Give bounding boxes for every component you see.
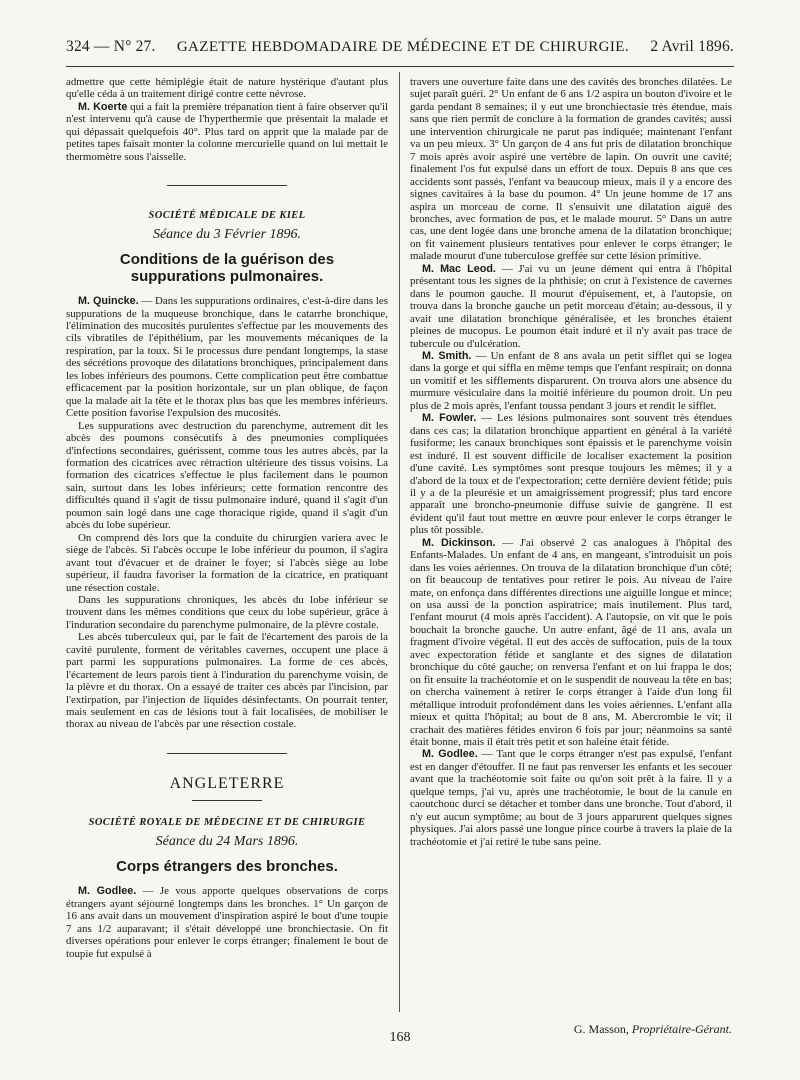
session-date: Séance du 24 Mars 1896. xyxy=(155,833,299,849)
speaker-text: — Les lésions pulmonaires sont souvent très étendues dans ces cas; la dilatation bronchique appartient en général à la variété fusiforme; les canaux bronchiques sont épaissis et le parenchyme voisin est induré. Il est souvent difficile de localiser exactement la position d'une cavité. Les symptômes sont presque toujours les mêmes; il y a d'abord de la toux et de l'expectoration; cette dernière devient fétide; puis il y a de la pleurésie et un amaigrissement progressif; plus tard encore apparaît une broncho-pneumonie diffuse suivie de gangrène. Il est évident qu'il faut tout mettre en œuvre pour enlever le corps étranger le plus tôt possible. xyxy=(410,412,732,537)
paragraph xyxy=(410,748,732,848)
paragraph xyxy=(410,350,732,412)
issue-date: 2 Avril 1896. xyxy=(650,38,734,55)
country-heading: ANGLETERRE xyxy=(169,774,285,792)
header-rule xyxy=(66,66,734,67)
section-divider xyxy=(167,185,287,186)
speaker-name: M. Godlee. xyxy=(78,885,137,898)
article-title: Conditions de la guérison des suppurations pulmonaires. xyxy=(119,251,335,286)
speaker-text: — Je vous apporte quelques observations de corps étrangers ayant séjourné longtemps dans les bronches. 1° Un garçon de 16 ans avait dans un mouvement d'inspiration aspiré le bout d'une toupie 7 ans 1/2 auparavant; il s'était développé une bronchiectasie. On fit diverses opérations pour enlever le corps étranger; finalement le bout de toupie fut expulsé à xyxy=(66,885,389,960)
speaker-name: M. Quincke. xyxy=(78,295,139,308)
paragraph xyxy=(66,885,388,960)
speaker-name: M. Godlee. xyxy=(422,748,478,761)
society-heading: SOCIÉTÉ MÉDICALE DE KIEL xyxy=(148,210,306,222)
session-date: Séance du 3 Février 1896. xyxy=(152,226,302,242)
paragraph: Les abcès tuberculeux qui, par le fait de l'écartement des parois de la cavité purulente, forment de véritables cavernes, occupent une place à part parmi les suppurations pulmonaires. La forme de ces abcès, l'écartement de leurs parois tient à l'induration du parenchyme voisin, de la plèvre et du thorax. On a essayé de traiter ces abcès par l'incision, par l'extirpation, par l'injection de liquides désinfectants. On pourrait tenter, mais seulement en cas de lésions tout à fait localisées, de mobiliser le thorax au niveau de l'abcès par une résection costale. xyxy=(66,631,388,731)
speaker-name: M. Fowler. xyxy=(422,412,477,425)
paragraph xyxy=(410,537,732,749)
speaker-text: — Dans les suppurations ordinaires, c'est-à-dire dans les suppurations de la muqueuse bronchique, dans le catarrhe bronchique, l'élimination des mucosités purulentes s'effectue par les mouvements des cils vibratiles de l'épithélium, par les mouvements mécaniques de la respiration, par la toux. Si le processus dure pendant longtemps, la stase des sécrétions provoque des dilatations bronchiques, principalement dans les lobes inférieurs des poumons. Cette complication peut être combattue efficacement par la position horizontale, sur un plan oblique, de façon que la malade ait la tête et le thorax plus bas que les membres inférieurs. Cette position favorise l'expulsion des mucosités. xyxy=(66,295,388,420)
running-header xyxy=(66,38,734,64)
publisher-name: G. Masson, xyxy=(573,1022,629,1036)
column-divider xyxy=(399,72,400,1012)
paragraph xyxy=(66,295,388,420)
speaker-name: M. Koerte xyxy=(78,100,128,113)
speaker-text: — J'ai observé 2 cas analogues à l'hôpital des Enfants-Malades. Un enfant de 4 ans, en mangeant, s'introduisit un pois dans les voies aériennes. On trouva de la dilatation bronchique d'un côté; on fit beaucoup de tentatives pour retirer le pois. Au niveau de l'aire mate, on enfonça dans différentes directions une aiguille longue et mince; on usa aussi de la ponction aspiratrice; mais inutilement. Plus tard, l'enfant mourut (4 mois après l'accident). A l'autopsie, on vit que le pois bouchait la bronche gauche. Un autre enfant, âgé de 11 ans, avala un fragment d'ivoire végétal. Il eut des accès de suffocation, puis de la toux avec expectoration fétide et sanglante et des signes de dilatation bronchique du côté gauche; on renversa l'enfant et on lui frappa le dos; on fit ensuite la trachéotomie et on le suspendit de nouveau la tête en bas; on chercha vainement à retirer le corps étranger à l'aide d'un long fil métallique introduit profondément dans les voies aériennes. L'enfant alla mieux et quitta l'hôpital; au bout de 8 ans, M. Abercrombie le vit; il crachait des matières fétides environ 6 fois par jour; néanmoins sa santé était bonne, mais il était très petit et son haleine était fétide. xyxy=(410,536,733,749)
journal-title: GAZETTE HEBDOMADAIRE DE MÉDECINE ET DE CHIRURGIE. xyxy=(176,39,630,55)
left-column xyxy=(66,76,388,960)
speaker-text: — Tant que le corps étranger n'est pas expulsé, l'enfant est en danger d'étouffer. Il ne faut pas renverser les enfants et les secouer avant que la trachéotomie soit faite ou qu'on soit prêt à la faire. Il y a quelque temps, j'ai vu, après une trachéotomie, le bout de la canule en caoutchouc durci se détacher et tomber dans une bronche. Tout d'abord, il n'y eut aucun symptôme; au bout de 3 jours apparurent quelques signes physiques. J'ai alors passé une longue pince courbe à travers la plaie de la trachéotomie et j'ai retiré le tube sans peine. xyxy=(410,748,732,848)
section-divider xyxy=(192,800,262,801)
paragraph xyxy=(410,263,732,350)
paragraph: Dans les suppurations chroniques, les abcès du lobe inférieur se trouvent dans les mêmes conditions que ceux du lobe supérieur, grâce à l'induration secondaire du parenchyme pulmonaire, de la plèvre costale. xyxy=(66,593,388,631)
speaker-text: qui a fait la première trépanation tient à faire observer qu'il n'est intervenu qu'à cause de l'hyperthermie que présentait la malade et qui dépassait quelquefois 40°. Plus tard on apprit que la malade par de petites tapes faisait monter la colonne mercurielle quand on lui mettait le thermomètre sous l'aisselle. xyxy=(66,100,388,163)
speaker-name: M. Dickinson. xyxy=(422,536,496,549)
folio-number: 168 xyxy=(389,1030,411,1045)
paragraph xyxy=(66,101,388,163)
right-column xyxy=(410,76,732,848)
section-divider xyxy=(167,753,287,754)
paragraph: admettre que cette hémiplégie était de nature hystérique d'autant plus qu'elle céda à un traitement dirigé contre cette névrose. xyxy=(66,76,388,101)
page-number-issue: 324 — N° 27. xyxy=(66,38,156,55)
paragraph: Les suppurations avec destruction du parenchyme, autrement dit les abcès des poumons consécutifs à des pneumonies compliquées d'infections secondaires, guérissent, comme tous les autres abcès, par la formation des cicatrices avec rétraction ultérieure des tissus voisins. La formation des cicatrices s'effectue le plus facilement dans le poumon sain, surtout dans les lobes inférieurs; cette formation rencontre des difficultés quand il s'agit de tissu pulmonaire induré, quand il s'agit d'un poumon sain logé dans une cage thoracique rigide, quand il s'agit d'un abcès du lobe supérieur. xyxy=(66,419,388,532)
article-title: Corps étrangers des bronches. xyxy=(116,858,338,876)
speaker-name: M. Smith. xyxy=(422,349,472,362)
society-heading: SOCIÉTÉ ROYALE DE MÉDECINE ET DE CHIRURGIE xyxy=(88,817,366,829)
publisher-role: Propriétaire-Gérant. xyxy=(628,1022,732,1036)
speaker-name: M. Mac Leod. xyxy=(422,262,496,275)
paragraph: On comprend dès lors que la conduite du chirurgien variera avec le siège de l'abcès. Si l'abcès occupe le lobe inférieur du poumon, il s'agira avant tout d'évacuer et de drainer le foyer; si l'abcès siège au lobe supérieur, il faudra favoriser la formation de la cicatrice, en pratiquant une résection costale. xyxy=(66,531,388,594)
paragraph xyxy=(410,412,732,537)
speaker-text: — J'ai vu un jeune dément qui entra à l'hôpital présentant tous les signes de la phthisie; on crut à l'existence de cavernes dans le poumon gauche. Il mourut d'épuisement, et, à l'autopsie, on trouva dans la bronche gauche un petit morceau d'étain; au-dessous, il y avait une dilatation bronchique généralisée, et les bronches étaient pleines de mucopus. Le poumon était induré et il n'y avait pas trace de tubercule ou d'ulcération. xyxy=(410,262,732,350)
speaker-text: — Un enfant de 8 ans avala un petit sifflet qui se logea dans la gorge et qui siffla en même temps que l'enfant respirait; on donna un vomitif et les sifflements disparurent. On trouva alors une absence du murmure vésiculaire dans la moitié inférieure du poumon droit. Un peu plus de 2 mois après, l'enfant toussa pendant 3 jours et rendit le sifflet. xyxy=(410,349,732,412)
paragraph: travers une ouverture faite dans une des cavités des bronches dilatées. Le sujet paraît guéri. 2° Un enfant de 6 ans 1/2 aspira un bouton d'ivoire et le garda pendant 8 semaines; il y eut une bronchiectasie très étendue, mais sans que rien permît de conclure à la formation de grandes cavités; aussi une intervention chirurgicale ne parut pas indiquée; maintenant l'enfant va un peu mieux. 3° Un garçon de 4 ans fut pris de dilatation bronchique 7 mois après avoir aspiré une vertèbre de lapin. On ouvrit une cavité; finalement l'os fut expulsé dans un effort de toux. Depuis 8 ans que ces accidents sont passés, l'enfant va beaucoup mieux, mais il y a encore des signes cavitaires à la base du poumon. 4° Un jeune homme de 17 ans aspira un morceau de corne. Il s'ensuivit une dilatation aiguë des bronches, avec formation de pus, et le malade mourut. 5° Dans un autre cas, une dent logée dans une bronche amena de la dilatation bronchique; on fit vainement plusieurs tentatives pour enlever le corps étranger; le malade mourut d'une tuberculose greffée sur cette lésion primitive. xyxy=(410,76,732,263)
